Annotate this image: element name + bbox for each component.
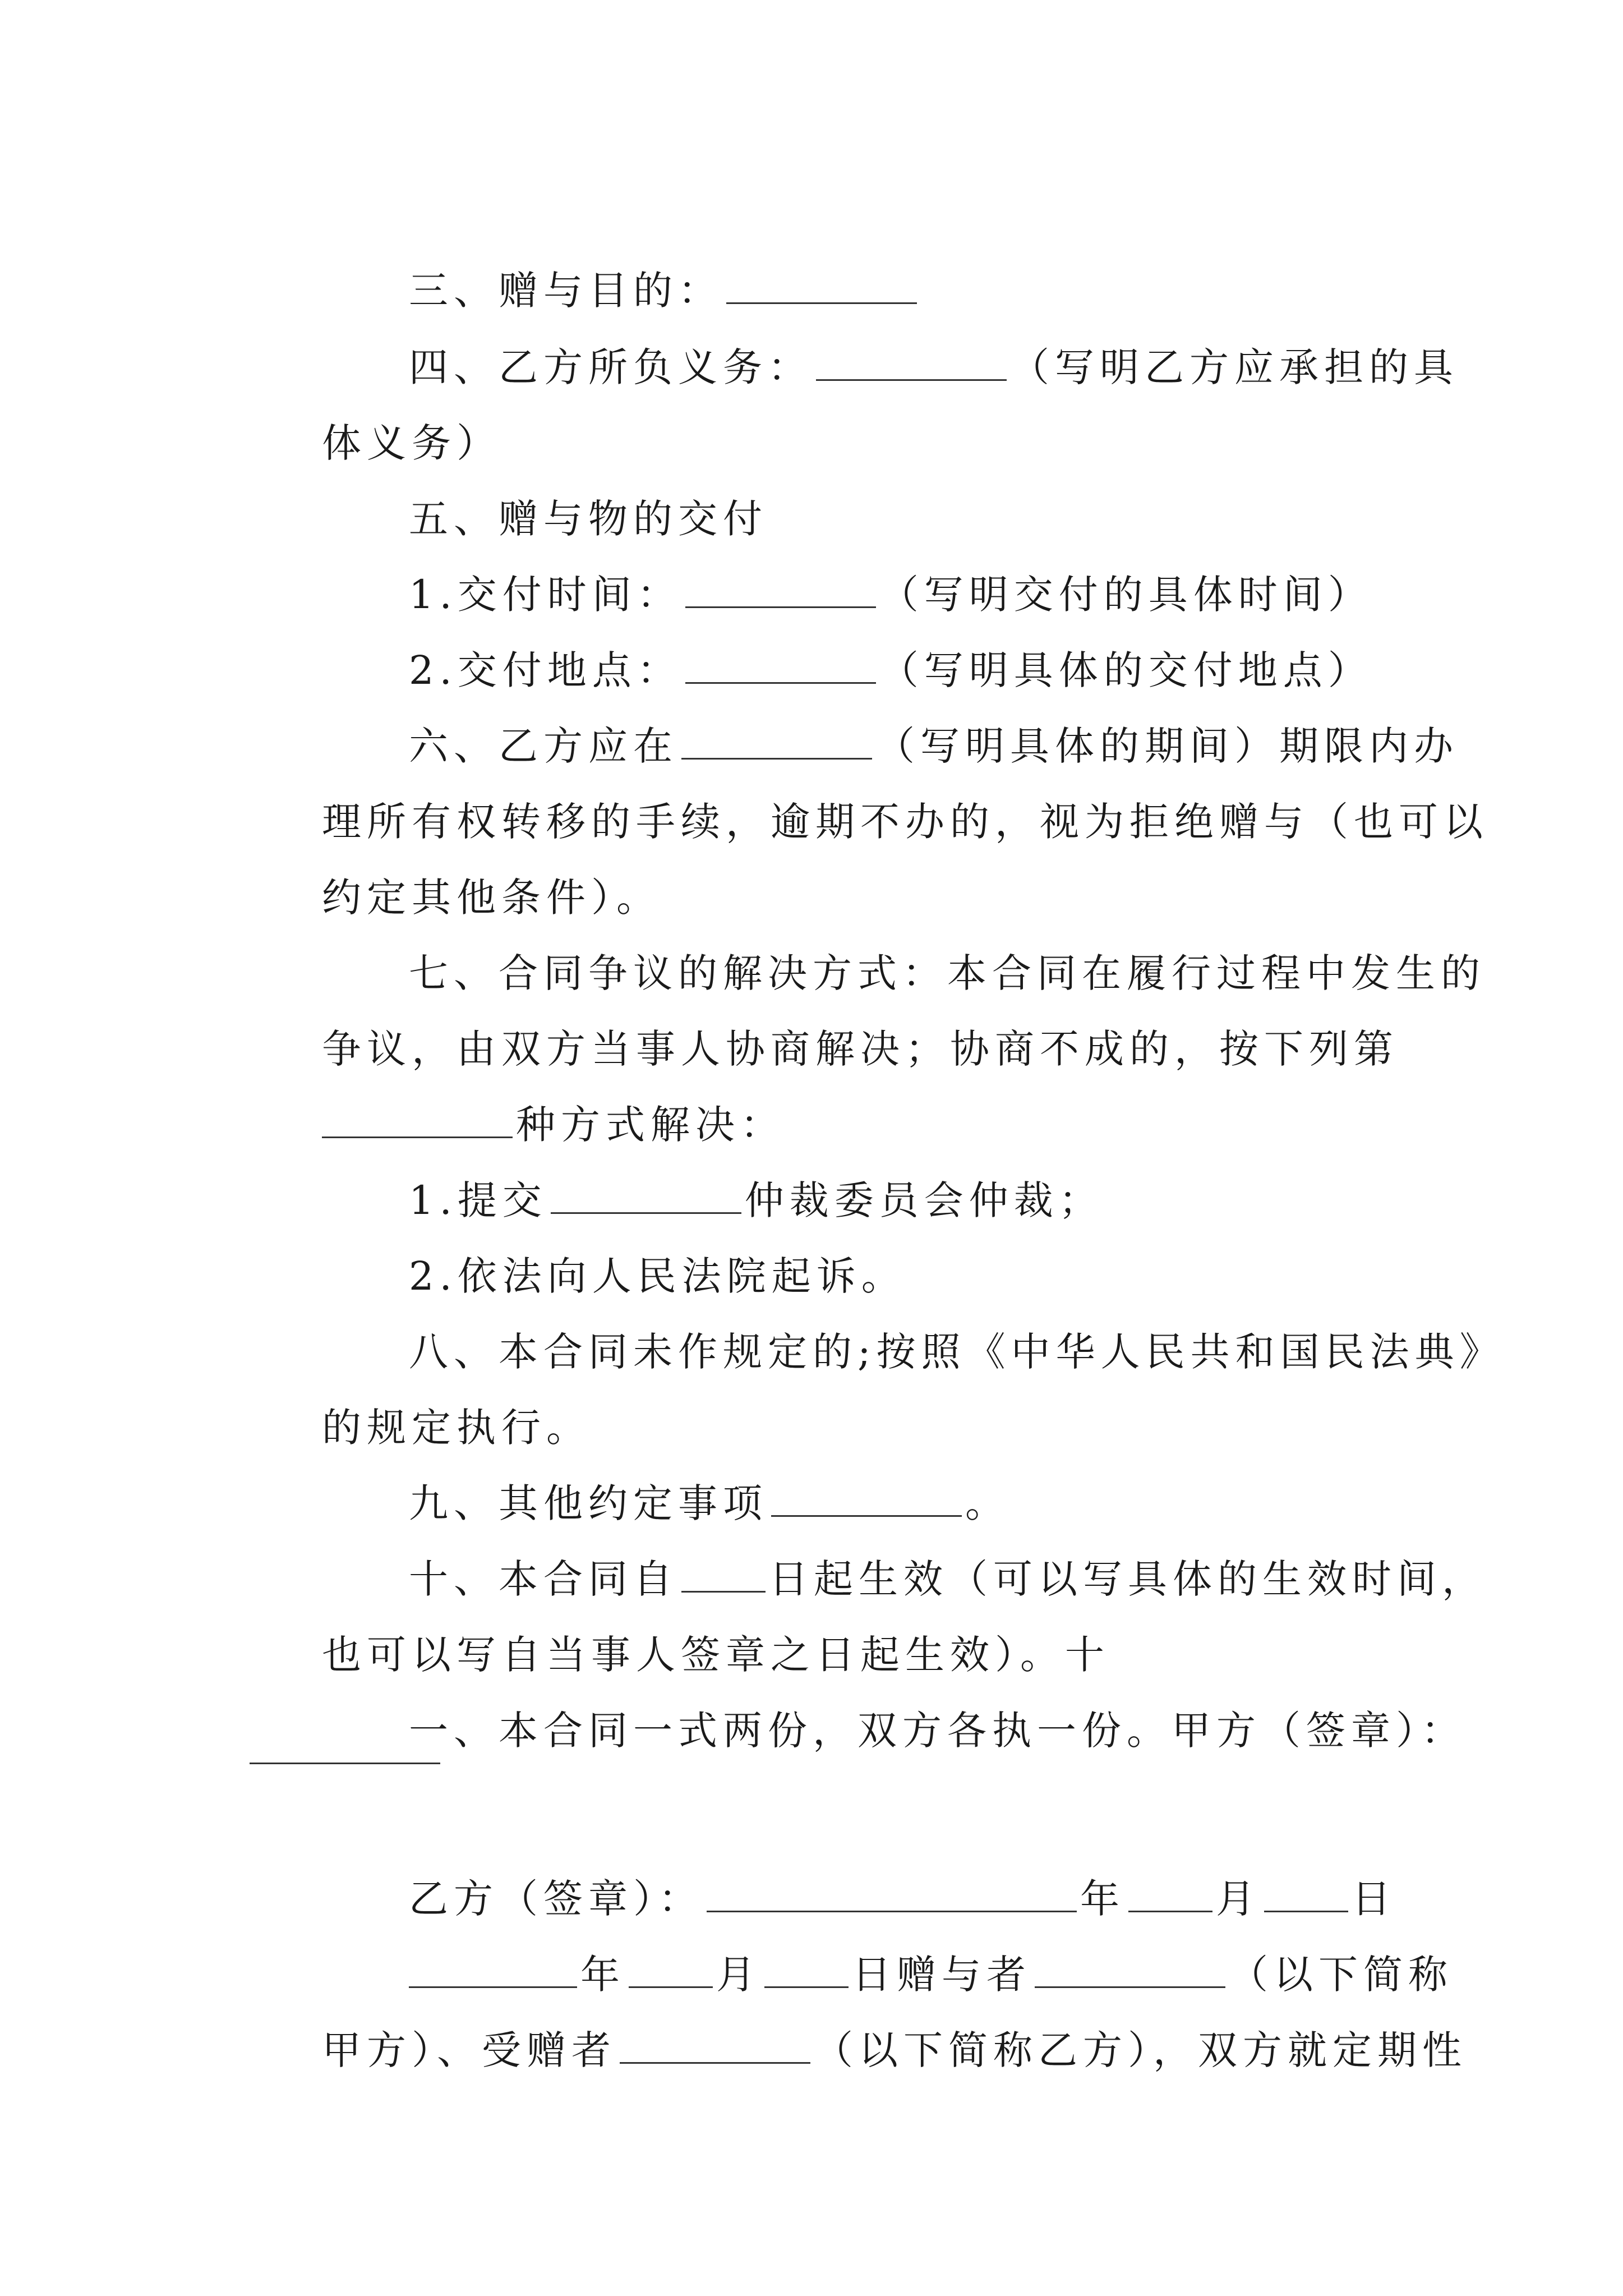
clause-4-note: （写明乙方应承担的具 — [1010, 344, 1459, 390]
donee-label: 甲方）、受赠者 — [322, 2027, 617, 2073]
delivery-place-label: 2.交付地点： — [409, 647, 682, 693]
tail-year-label: 年 — [580, 1952, 626, 1998]
blank-obligation — [816, 340, 1007, 381]
clause-7-text: 七、合同争议的解决方式：本合同在履行过程中发生的 — [409, 950, 1486, 996]
party-b-label: 乙方（签章）： — [409, 1876, 704, 1922]
delivery-time-label: 1.交付时间： — [409, 572, 682, 618]
arbitration-label: 1.提交 — [409, 1177, 547, 1223]
tail-month-label: 月 — [716, 1952, 762, 1998]
month-label: 月 — [1216, 1876, 1261, 1922]
clause-9-label: 九、其他约定事项 — [409, 1480, 768, 1526]
donor-label: 日赠与者 — [852, 1952, 1032, 1998]
clause-7-text-3: 种方式解决： — [516, 1102, 786, 1148]
clause-11-text: 一、本合同一式两份，双方各执一份。甲方（签章）： — [409, 1708, 1467, 1754]
clause-4-line1 — [336, 283, 1459, 452]
clause-10-text-2: 也可以写自当事人签章之日起生效）。十 — [322, 1632, 1110, 1678]
clause-6-text-2: 理所有权转移的手续，逾期不办的，视为拒绝赠与（也可以 — [322, 799, 1489, 845]
clause-6-text: （写明具体的期间）期限内办 — [875, 723, 1459, 769]
abbr-a-text: （以下简称 — [1229, 1952, 1454, 1998]
clause-6-label: 六、乙方应在 — [409, 723, 679, 769]
clause-8-text: 八、本合同未作规定的;按照《中华人民共和国民法典》 — [409, 1329, 1505, 1375]
arbitration-text: 仲裁委员会仲裁； — [744, 1177, 1104, 1223]
delivery-place-note: （写明具体的交付地点） — [879, 647, 1373, 693]
clause-4-label: 四、乙方所负义务： — [409, 344, 813, 390]
clause-11 — [336, 1646, 1466, 1815]
clause-9-end: 。 — [965, 1480, 1011, 1526]
clause-10-label: 十、本合同自 — [409, 1556, 679, 1602]
litigation-text: 2.依法向人民法院起诉。 — [409, 1253, 906, 1299]
abbr-b-text: （以下简称乙方），双方就定期性 — [814, 2027, 1468, 2073]
year-label: 年 — [1080, 1876, 1126, 1922]
blank-donee — [620, 2023, 810, 2064]
clause-6-text-3: 约定其他条件）。 — [322, 875, 662, 921]
clause-4-note-cont: 体义务） — [322, 420, 502, 466]
blank-party-a-signature — [250, 1761, 440, 1764]
clause-3-label: 三、赠与目的： — [409, 268, 723, 314]
clause-8-text-2: 的规定执行。 — [322, 1405, 592, 1451]
day-label: 日 — [1352, 1876, 1397, 1922]
tail-line2 — [250, 1966, 1467, 2134]
clause-7-text-2: 争议，由双方当事人协商解决；协商不成的，按下列第 — [322, 1026, 1399, 1072]
clause-10-text: 日起生效（可以写具体的生效时间， — [769, 1556, 1487, 1602]
delivery-time-note: （写明交付的具体时间） — [879, 572, 1373, 618]
clause-5-heading: 五、赠与物的交付 — [409, 496, 768, 542]
